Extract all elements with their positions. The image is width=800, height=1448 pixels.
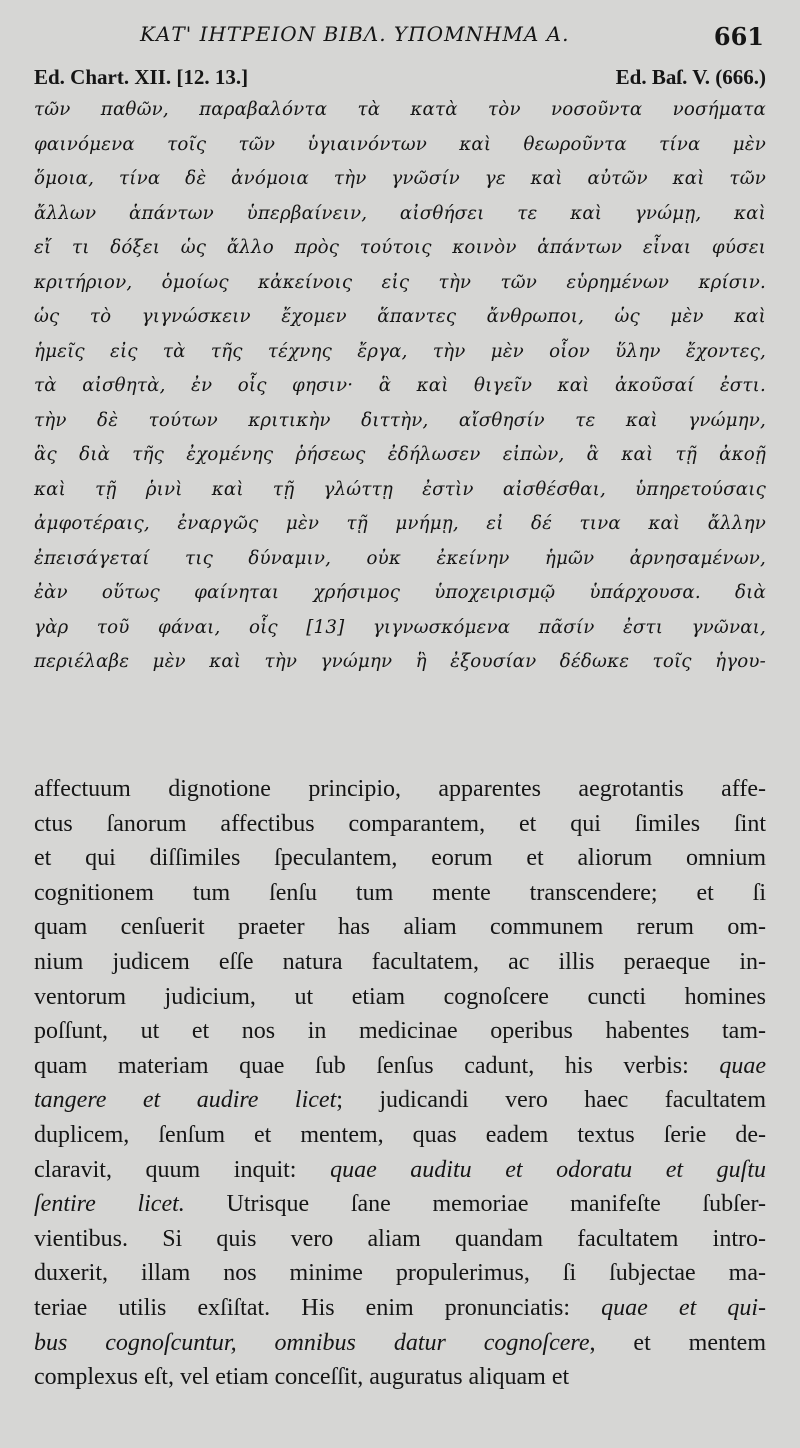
latin-text-line	[34, 1256, 766, 1291]
text-segment: teriae utilis exſiſtat. His enim pronunciatis:	[34, 1294, 602, 1321]
text-segment: claravit, quum inquit:	[34, 1156, 331, 1183]
greek-text-line: ἐὰν οὕτως φαίνηται χρήσιμος ὑποχειρισμῷ ὑπάρχουσα. διὰ	[34, 582, 766, 603]
text-segment: poſſunt, ut et nos in medicinae operibus habentes tam-	[34, 1018, 766, 1045]
text-segment: quam cenſuerit praeter has aliam communem rerum om-	[34, 914, 766, 941]
text-segment: Utrisque ſane memoriae manifeſte ſubſer-	[184, 1191, 766, 1218]
italic-quotation: quae	[719, 1052, 766, 1079]
text-segment: ventorum judicium, ut etiam cognoſcere cuncti homines	[34, 983, 766, 1010]
edition-reference-basel: Ed. Baſ. V. (666.)	[615, 65, 766, 89]
text-segment: nium judicem eſſe natura facultatem, ac illis peraeque in-	[34, 948, 766, 975]
edition-reference-chartier: Ed. Chart. XII. [12. 13.]	[34, 65, 249, 89]
running-head: ΚΑΤ' ΙΗΤΡΕΙΟΝ ΒΙΒΛ. ΥΠΟΜΝΗΜΑ Α.	[140, 22, 570, 46]
greek-text-line: ὅμοια, τίνα δὲ ἀνόμοια τὴν γνῶσίν γε καὶ αὐτῶν καὶ τῶν	[34, 168, 766, 189]
greek-text-line: ἃς διὰ τῆς ἐχομένης ῥήσεως ἐδήλωσεν εἰπὼν, ἃ καὶ τῇ ἀκοῇ	[34, 444, 766, 465]
text-segment: cognitionem tum ſenſu tum mente transcendere; et ſi	[34, 879, 766, 906]
latin-text-line	[34, 1187, 766, 1222]
latin-text-line	[34, 1083, 766, 1118]
text-segment: affectuum dignotione principio, apparentes aegrotantis affe-	[34, 776, 766, 802]
greek-text-line: ἀμφοτέραις, ἐναργῶς μὲν τῇ μνήμῃ, εἰ δέ τινα καὶ ἄλλην	[34, 513, 766, 534]
latin-text-line	[34, 1118, 766, 1153]
text-segment: et qui diſſimiles ſpeculantem, eorum et aliorum omnium	[34, 845, 766, 872]
latin-text-line	[34, 1360, 766, 1395]
page-number: 661	[713, 22, 764, 51]
greek-text-line: ἄλλων ἁπάντων ὑπερβαίνειν, αἰσθήσει τε καὶ γνώμῃ, καὶ	[34, 202, 766, 224]
italic-quotation: quae et qui-	[601, 1294, 766, 1321]
latin-text-line	[34, 910, 766, 945]
greek-text-line: κριτήριον, ὁμοίως κἀκείνοις εἰς τὴν τῶν εὑρημένων κρίσιν.	[34, 271, 766, 293]
italic-quotation: quae auditu et odoratu et guſtu	[330, 1156, 766, 1183]
italic-quotation: ſentire licet.	[34, 1191, 185, 1218]
text-segment: vientibus. Si quis vero aliam quandam facultatem intro-	[34, 1225, 766, 1252]
greek-text-line: τὰ αἰσθητὰ, ἐν οἷς φησιν· ἃ καὶ θιγεῖν καὶ ἀκοῦσαί ἐστι.	[34, 375, 766, 396]
latin-text-line	[34, 945, 766, 980]
latin-text-line	[34, 807, 766, 842]
latin-text-line	[34, 1291, 766, 1326]
latin-text-line	[34, 980, 766, 1015]
greek-text-line: ὡς τὸ γιγνώσκειν ἔχομεν ἅπαντες ἄνθρωποι, ὡς μὲν καὶ	[34, 306, 766, 327]
latin-text-line	[34, 1153, 766, 1188]
greek-text-line: γὰρ τοῦ φάναι, οἷς [13] γιγνωσκόμενα πᾶσίν ἐστι γνῶναι,	[34, 616, 766, 638]
greek-text-line: φαινόμενα τοῖς τῶν ὑγιαινόντων καὶ θεωροῦντα τίνα μὲν	[34, 133, 766, 155]
italic-quotation: tangere et audire licet	[34, 1087, 337, 1114]
latin-text-line	[34, 1014, 766, 1049]
greek-text-line: εἴ τι δόξει ὡς ἄλλο πρὸς τούτοις κοινὸν ἁπάντων εἶναι φύσει	[34, 237, 766, 258]
latin-text-line	[34, 1049, 766, 1084]
latin-text-line	[34, 1326, 766, 1361]
latin-translation-block	[34, 772, 766, 1395]
greek-text-line: περιέλαβε μὲν καὶ τὴν γνώμην ἣ ἐξουσίαν δέδωκε τοῖς ἡγου-	[34, 651, 766, 672]
latin-text-line	[34, 1222, 766, 1257]
text-segment: duplicem, ſenſum et mentem, quas eadem textus ſerie de-	[34, 1121, 766, 1148]
text-segment: complexus eſt, vel etiam conceſſit, auguratus aliquam et	[34, 1364, 570, 1391]
text-segment: ctus ſanorum affectibus comparantem, et qui ſimiles ſint	[34, 810, 766, 837]
text-segment: , et mentem	[589, 1329, 766, 1356]
greek-text-line: ἡμεῖς εἰς τὰ τῆς τέχνης ἔργα, τὴν μὲν οἷον ὕλην ἔχοντες,	[34, 340, 766, 362]
greek-text-line: τὴν δὲ τούτων κριτικὴν διττὴν, αἴσθησίν τε καὶ γνώμην,	[34, 409, 766, 431]
text-segment: quam materiam quae ſub ſenſus cadunt, his verbis:	[34, 1052, 720, 1079]
latin-text-line	[34, 772, 766, 807]
text-segment: ; judicandi vero haec facultatem	[336, 1087, 766, 1114]
latin-text-line	[34, 876, 766, 911]
italic-quotation: bus cognoſcuntur, omnibus datur cognoſcere	[34, 1329, 590, 1356]
text-segment: duxerit, illam nos minime propulerimus, ſi ſubjectae ma-	[34, 1260, 766, 1287]
greek-text-line: καὶ τῇ ῥινὶ καὶ τῇ γλώττῃ ἐστὶν αἰσθέσθαι, ὑπηρετούσαις	[34, 478, 766, 500]
greek-text-line: ἐπεισάγεταί τις δύναμιν, οὐκ ἐκείνην ἡμῶν ἀρνησαμένων,	[34, 547, 766, 569]
greek-text-block	[34, 93, 766, 680]
greek-text-line: τῶν παθῶν, παραβαλόντα τὰ κατὰ τὸν νοσοῦντα νοσήματα	[34, 99, 766, 120]
latin-text-line	[34, 841, 766, 876]
